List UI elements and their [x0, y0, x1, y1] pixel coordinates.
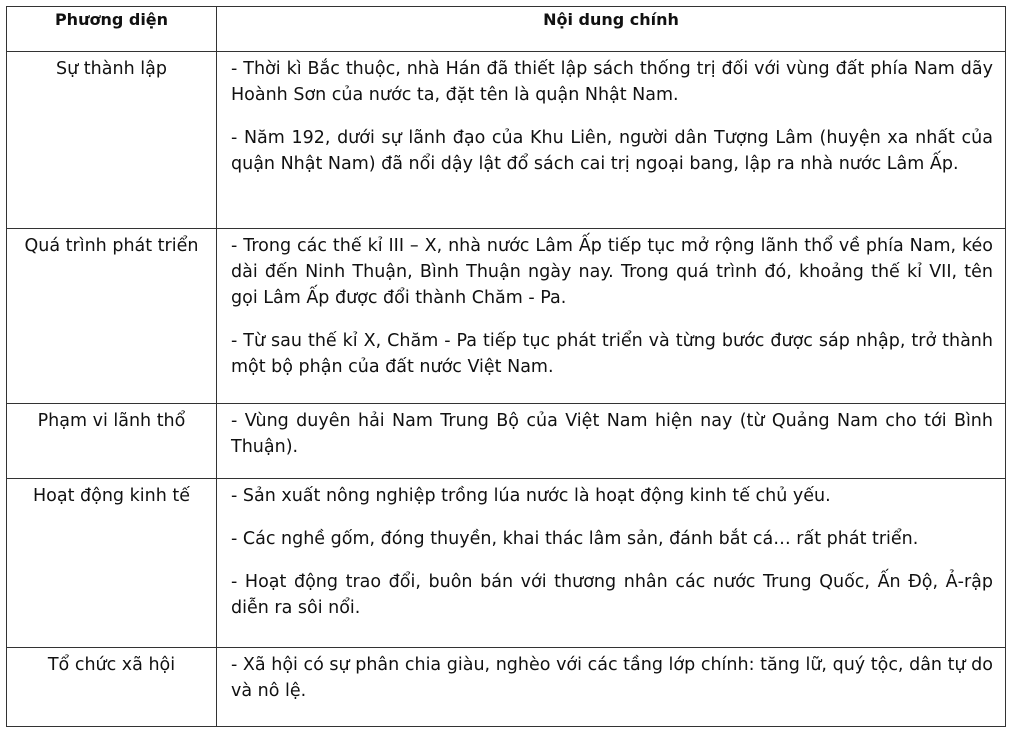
aspect-cell: Phạm vi lãnh thổ — [7, 404, 217, 479]
table-row — [7, 404, 1006, 479]
aspect-cell: Tổ chức xã hội — [7, 648, 217, 727]
header-aspect: Phương diện — [7, 7, 217, 52]
content-cell — [217, 404, 1006, 479]
table-row — [7, 229, 1006, 404]
aspect-cell: Sự thành lập — [7, 52, 217, 229]
content-paragraph: - Thời kì Bắc thuộc, nhà Hán đã thiết lập sách thống trị đối với vùng đất phía Nam dãy Hoành Sơn của nước ta, đặt tên là quận Nhật Nam. — [231, 59, 993, 105]
content-paragraph: - Trong các thế kỉ III – X, nhà nước Lâm Ấp tiếp tục mở rộng lãnh thổ về phía Nam, kéo dài đến Ninh Thuận, Bình Thuận ngày nay. Trong quá trình đó, khoảng thế kỉ VII, tên gọi Lâm Ấp được đổi thành Chăm - Pa. — [231, 236, 993, 308]
aspect-cell: Quá trình phát triển — [7, 229, 217, 404]
content-paragraph: - Các nghề gốm, đóng thuyền, khai thác lâm sản, đánh bắt cá… rất phát triển. — [231, 529, 919, 549]
header-content: Nội dung chính — [217, 7, 1006, 52]
table-row — [7, 52, 1006, 229]
table-row — [7, 648, 1006, 727]
history-table — [6, 6, 1006, 727]
content-paragraph: - Sản xuất nông nghiệp trồng lúa nước là hoạt động kinh tế chủ yếu. — [231, 486, 831, 506]
content-cell — [217, 52, 1006, 229]
content-paragraph: - Xã hội có sự phân chia giàu, nghèo với các tầng lớp chính: tăng lữ, quý tộc, dân tự do và nô lệ. — [231, 655, 993, 701]
content-cell — [217, 479, 1006, 648]
content-paragraph: - Từ sau thế kỉ X, Chăm - Pa tiếp tục phát triển và từng bước được sáp nhập, trở thành một bộ phận của đất nước Việt Nam. — [231, 331, 993, 377]
content-paragraph: - Hoạt động trao đổi, buôn bán với thương nhân các nước Trung Quốc, Ấn Độ, Ả-rập diễn ra sôi nổi. — [231, 572, 993, 618]
aspect-cell: Hoạt động kinh tế — [7, 479, 217, 648]
header-row — [7, 7, 1006, 52]
content-cell — [217, 229, 1006, 404]
content-cell — [217, 648, 1006, 727]
table-row — [7, 479, 1006, 648]
content-paragraph: - Năm 192, dưới sự lãnh đạo của Khu Liên, người dân Tượng Lâm (huyện xa nhất của quận Nhật Nam) đã nổi dậy lật đổ sách cai trị ngoại bang, lập ra nhà nước Lâm Ấp. — [231, 128, 993, 174]
content-paragraph: - Vùng duyên hải Nam Trung Bộ của Việt Nam hiện nay (từ Quảng Nam cho tới Bình Thuận). — [231, 411, 993, 457]
